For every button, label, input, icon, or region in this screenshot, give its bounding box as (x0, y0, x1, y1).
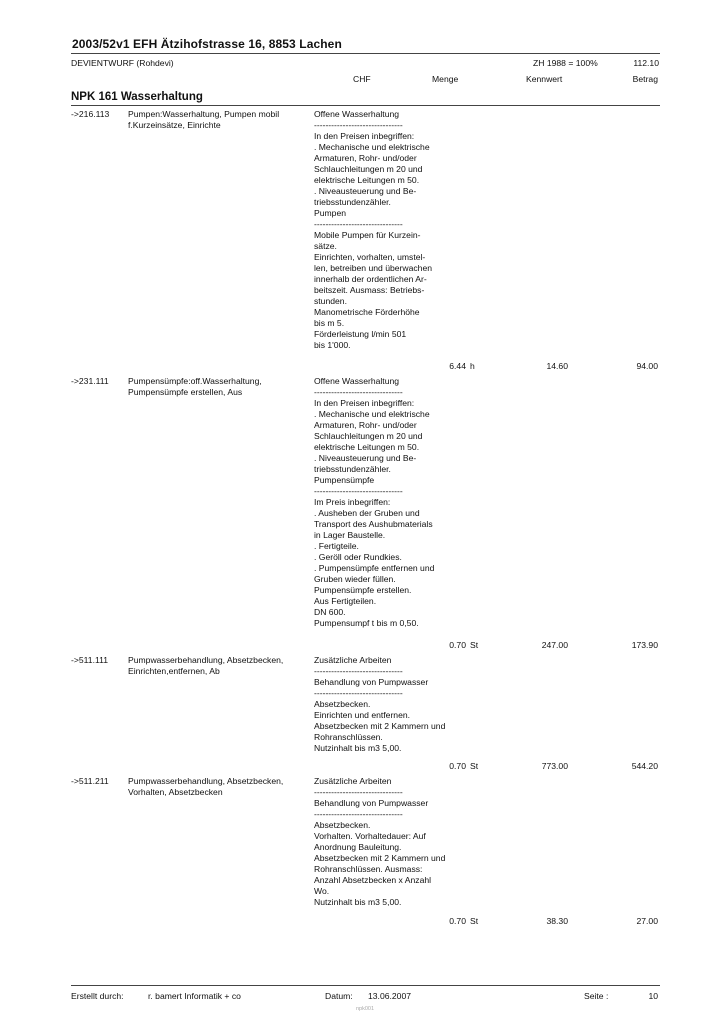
position-short-text: Pumpwasserbehandlung, Absetzbecken, Einrichten,entfernen, Ab (128, 655, 284, 676)
position-description: Offene Wasserhaltung ------------------------------- In den Preisen inbegriffen: . Mechanische und elektrische Armaturen, Rohr- und/oder Schlauchleitungen m 20 und elektrische Leitungen m 50. . Niveausteuerung und Be- triebsstundenzähler. Pumpensümpfe ------------------------------- Im Preis inbegriffen: . Ausheben der Gruben und Transport des Aushubmaterials in Lager Baustelle. . Fertigteile. . Geröll oder Rundkies. . Pumpensümpfe entfernen und Gruben wieder füllen. Pumpensümpfe erstellen. Aus Fertigteilen. DN 600. Pumpensumpf t bis m 0,50. (314, 376, 435, 628)
position-short-text: Pumpensümpfe:off.Wasserhaltung, Pumpensümpfe erstellen, Aus (128, 376, 262, 397)
footer-created-by: r. bamert Informatik + co (148, 991, 241, 1001)
position-unit: St (470, 761, 479, 771)
position-quantity: 6.44 (449, 361, 466, 371)
position-unit-price: 773.00 (541, 761, 568, 771)
footer-page-label: Seite : (584, 991, 609, 1001)
document-title: 2003/52v1 EFH Ätzihofstrasse 16, 8853 Lachen (72, 37, 342, 51)
position-number: ->511.211 (71, 776, 109, 786)
column-header-kennwert: Kennwert (526, 74, 563, 84)
footer-page-number: 10 (648, 991, 658, 1001)
index-value: 112.10 (633, 58, 659, 68)
position-quantity: 0.70 (449, 761, 466, 771)
position-description: Zusätzliche Arbeiten ------------------------------- Behandlung von Pumpwasser ------------------------------- Absetzbecken. Einrichten und entfernen. Absetzbecken mit 2 Kammern und Rohranschlüssen. Nutzinhalt bis m3 5,00. (314, 655, 446, 753)
position-amount: 173.90 (631, 640, 658, 650)
position-unit-price: 247.00 (541, 640, 568, 650)
position-amount: 94.00 (636, 361, 658, 371)
footer-date-label: Datum: (325, 991, 353, 1001)
position-number: ->511.111 (71, 655, 109, 665)
footer-date: 13.06.2007 (368, 991, 412, 1001)
position-amount: 544.20 (631, 761, 658, 771)
column-header-menge: Menge (432, 74, 459, 84)
position-short-text: Pumpen:Wasserhaltung, Pumpen mobil f.Kurzeinsätze, Einrichte (128, 109, 280, 130)
position-unit-price: 38.30 (546, 916, 568, 926)
position-description: Zusätzliche Arbeiten ------------------------------- Behandlung von Pumpwasser ------------------------------- Absetzbecken. Vorhalten. Vorhaltedauer: Auf Anordnung Bauleitung. Absetzbecken mit 2 Kammern und Rohranschlüssen. Ausmass: Anzahl Absetzbecken x Anzahl Wo. Nutzinhalt bis m3 5,00. (314, 776, 446, 907)
header-divider (71, 53, 660, 54)
column-header-chf: CHF (353, 74, 371, 84)
position-amount: 27.00 (636, 916, 658, 926)
position-unit: St (470, 640, 479, 650)
section-title: NPK 161 Wasserhaltung (71, 91, 203, 103)
position-description: Offene Wasserhaltung ------------------------------- In den Preisen inbegriffen: . Mechanische und elektrische Armaturen, Rohr- und/oder Schlauchleitungen m 20 und elektrische Leitungen m 50. . Niveausteuerung und Be- triebsstundenzähler. Pumpen ------------------------------- Mobile Pumpen für Kurzein- sätze. Einrichten, vorhalten, umstel- len, betreiben und überwachen innerhalb der ordentlichen Ar- beitszeit. Ausmass: Betriebs- stunden. Manometrische Förderhöhe bis m 5. Förderleistung l/min 501 bis 1'000. (314, 109, 433, 350)
position-unit-price: 14.60 (546, 361, 568, 371)
position-number: ->216.113 (71, 109, 110, 119)
position-quantity: 0.70 (449, 916, 466, 926)
position-number: ->231.111 (71, 376, 109, 386)
footer-created-label: Erstellt durch: (71, 991, 124, 1001)
footer-divider (71, 985, 660, 986)
column-header-betrag: Betrag (632, 74, 658, 84)
position-unit: h (470, 361, 475, 371)
index-label: ZH 1988 = 100% (533, 58, 598, 68)
position-unit: St (470, 916, 479, 926)
position-quantity: 0.70 (449, 640, 466, 650)
document-subtitle: DEVIENTWURF (Rohdevi) (71, 58, 174, 68)
section-divider (71, 105, 660, 106)
position-short-text: Pumpwasserbehandlung, Absetzbecken, Vorhalten, Absetzbecken (128, 776, 284, 797)
footer-watermark: npk001 (356, 1006, 375, 1012)
